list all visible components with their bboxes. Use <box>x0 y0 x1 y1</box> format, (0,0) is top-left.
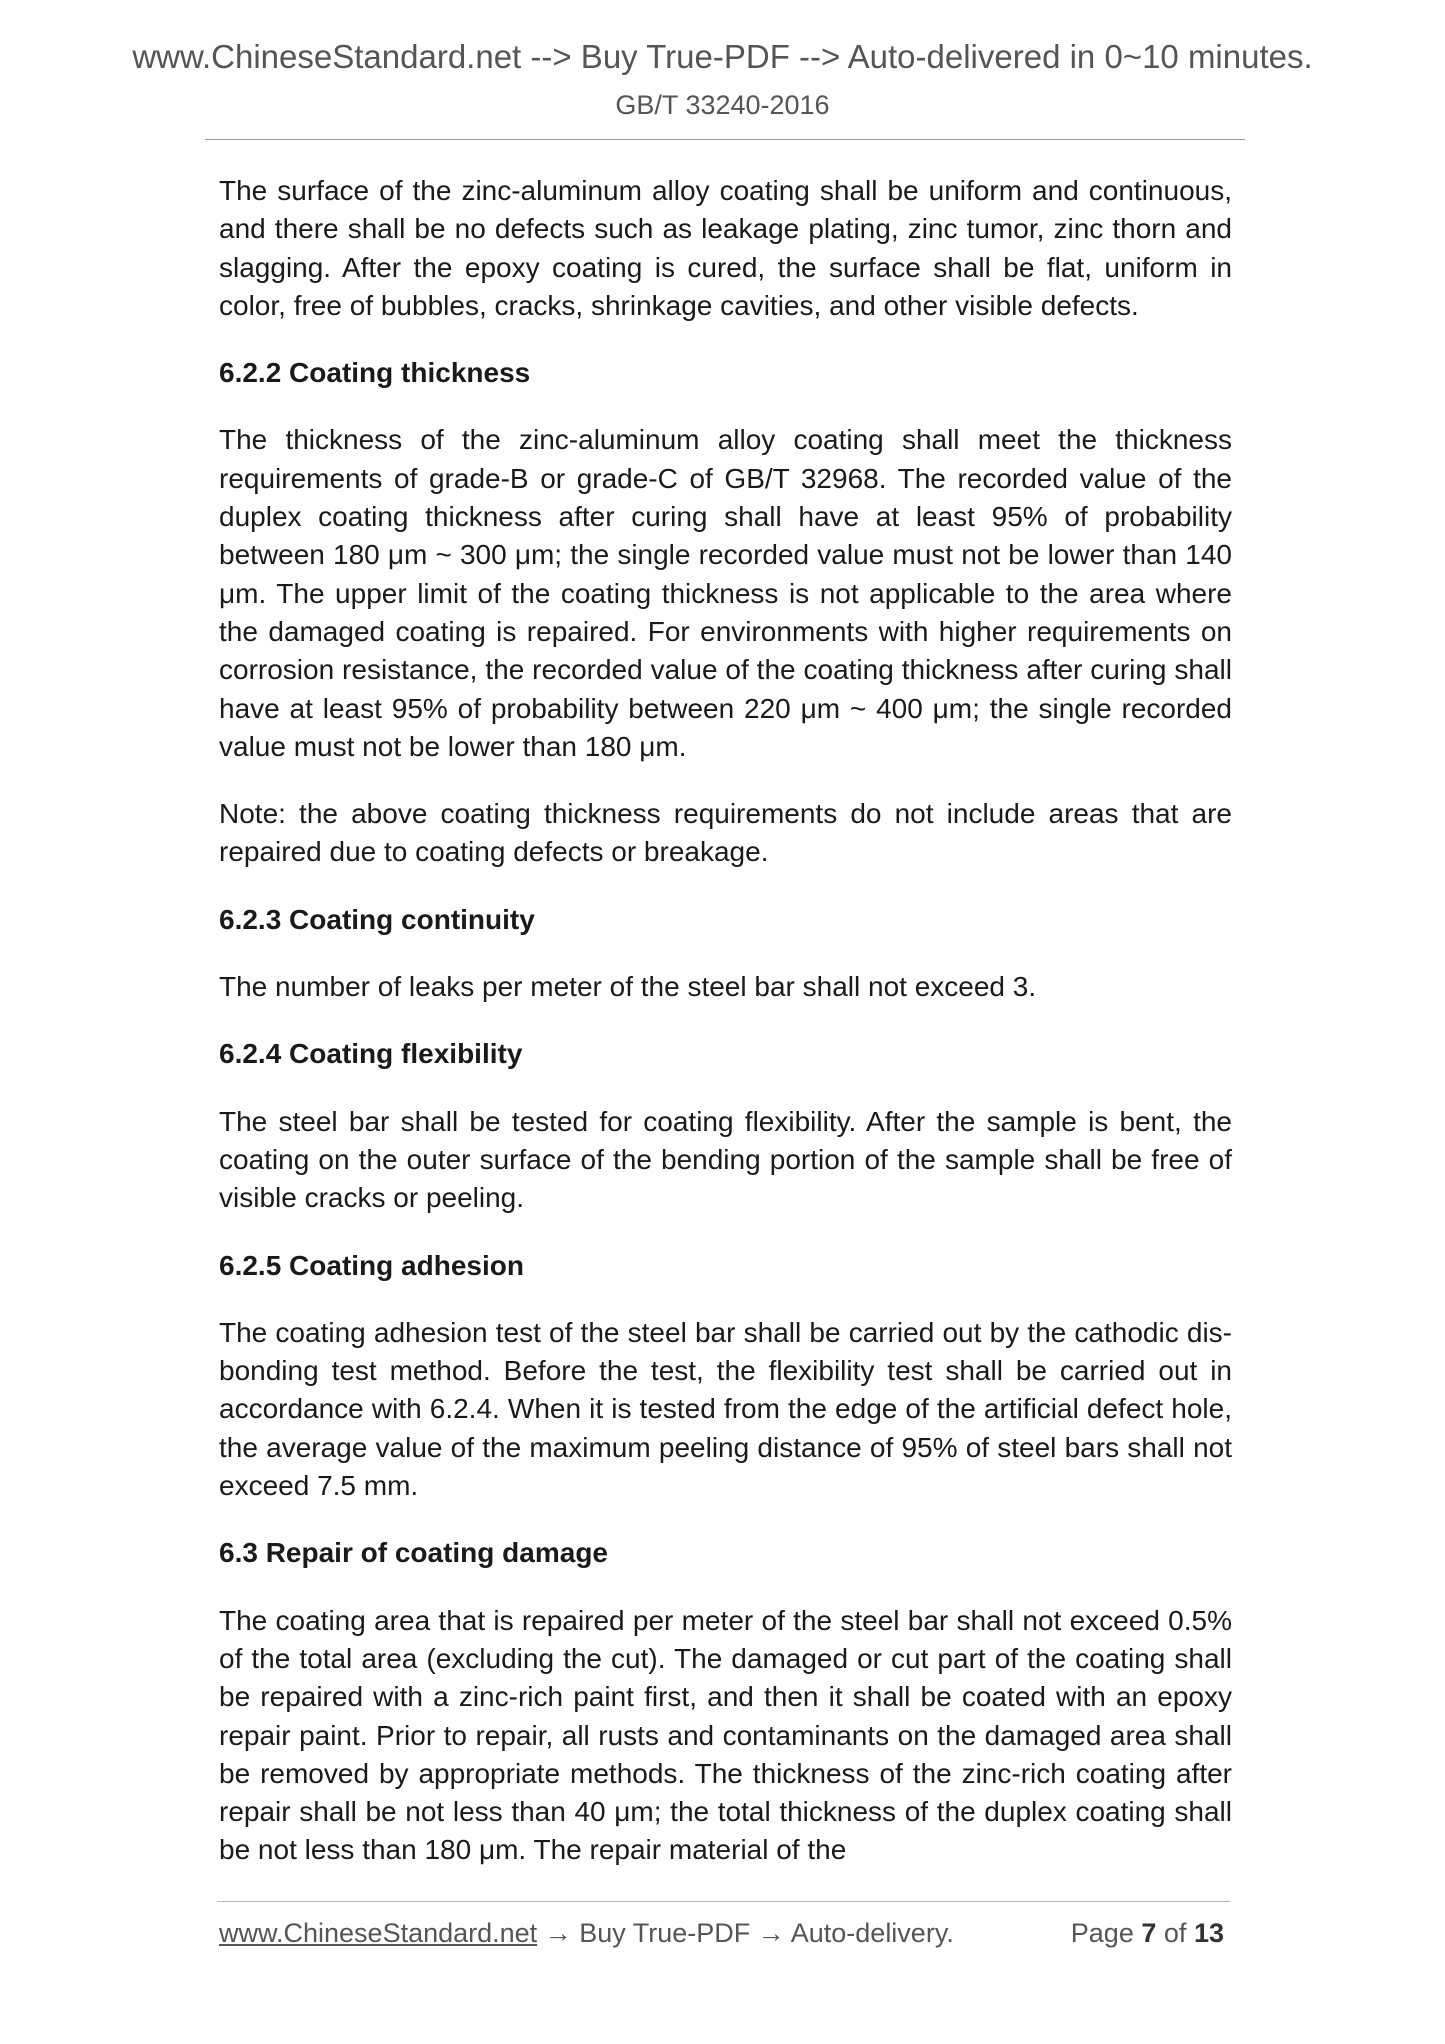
section-6-3-heading: 6.3 Repair of coating damage <box>219 1537 608 1569</box>
page-of: of <box>1163 1918 1187 1948</box>
page-total: 13 <box>1193 1918 1224 1948</box>
section-6-2-2-paragraph: The thickness of the zinc-aluminum alloy coating shall meet the thickness requirements of grade-B or grade-C of GB/T 32968. The recorded value of the duplex coating thickness after curing shall have at least 95% of probability between 180 μm ~ 300 μm; the single recorded value must not be lower than 140 μm. The upper limit of the coating thickness is not applicable to the area where the damaged coating is repaired. For environments with higher requirements on corrosion resistance, the recorded value of the coating thickness after curing shall have at least 95% of probability between 220 μm ~ 400 μm; the single recorded value must not be lower than 180 μm. <box>219 424 1232 762</box>
page-footer <box>219 1918 1232 1949</box>
page-current: 7 <box>1141 1918 1157 1948</box>
page-label: Page <box>1070 1918 1134 1948</box>
intro-paragraph: The surface of the zinc-aluminum alloy coating shall be uniform and continuous, and there shall be no defects such as leakage plating, zinc tumor, zinc thorn and slagging. After the epoxy coating is cured, the surface shall be flat, uniform in color, free of bubbles, cracks, shrinkage cavities, and other visible defects. <box>219 175 1232 321</box>
section-6-2-3-paragraph: The number of leaks per meter of the steel bar shall not exceed 3. <box>219 971 1037 1003</box>
section-6-2-3-heading: 6.2.3 Coating continuity <box>219 903 535 935</box>
section-6-2-2-heading: 6.2.2 Coating thickness <box>219 357 531 389</box>
page-content <box>219 172 1232 1870</box>
section-6-3-paragraph: The coating area that is repaired per meter of the steel bar shall not exceed 0.5% of the total area (excluding the cut). The damaged or cut part of the coating shall be repaired with a zinc-rich paint first, and then it shall be coated with an epoxy repair paint. Prior to repair, all rusts and contaminants on the damaged area shall be removed by appropriate methods. The thickness of the zinc-rich coating after repair shall be not less than 40 μm; the total thickness of the duplex coating shall be not less than 180 μm. The repair material of the <box>219 1604 1232 1866</box>
footer-divider <box>217 1901 1230 1902</box>
footer-tagline: → Buy True-PDF → Auto-delivery. <box>537 1918 954 1948</box>
header-divider <box>205 139 1245 140</box>
section-6-2-4-paragraph: The steel bar shall be tested for coating flexibility. After the sample is bent, the coating on the outer surface of the bending portion of the sample shall be free of visible cracks or peeling. <box>219 1105 1232 1214</box>
section-6-2-5-heading: 6.2.5 Coating adhesion <box>219 1249 524 1281</box>
standard-number: GB/T 33240-2016 <box>615 90 830 120</box>
header-banner: www.ChineseStandard.net --> Buy True-PDF --> Auto-delivered in 0~10 minutes. <box>132 38 1313 75</box>
section-6-2-5-paragraph: The coating adhesion test of the steel bar shall be carried out by the cathodic dis-bonding test method. Before the test, the flexibility test shall be carried out in accordance with 6.2.4. When it is tested from the edge of the artificial defect hole, the average value of the maximum peeling distance of 95% of steel bars shall not exceed 7.5 mm. <box>219 1316 1232 1502</box>
section-6-2-2-note: Note: the above coating thickness requirements do not include areas that are repaired due to coating defects or breakage. <box>219 798 1232 868</box>
section-6-2-4-heading: 6.2.4 Coating flexibility <box>219 1038 523 1070</box>
page-indicator <box>1071 1918 1224 1949</box>
footer-site-link[interactable]: www.ChineseStandard.net <box>219 1918 538 1948</box>
